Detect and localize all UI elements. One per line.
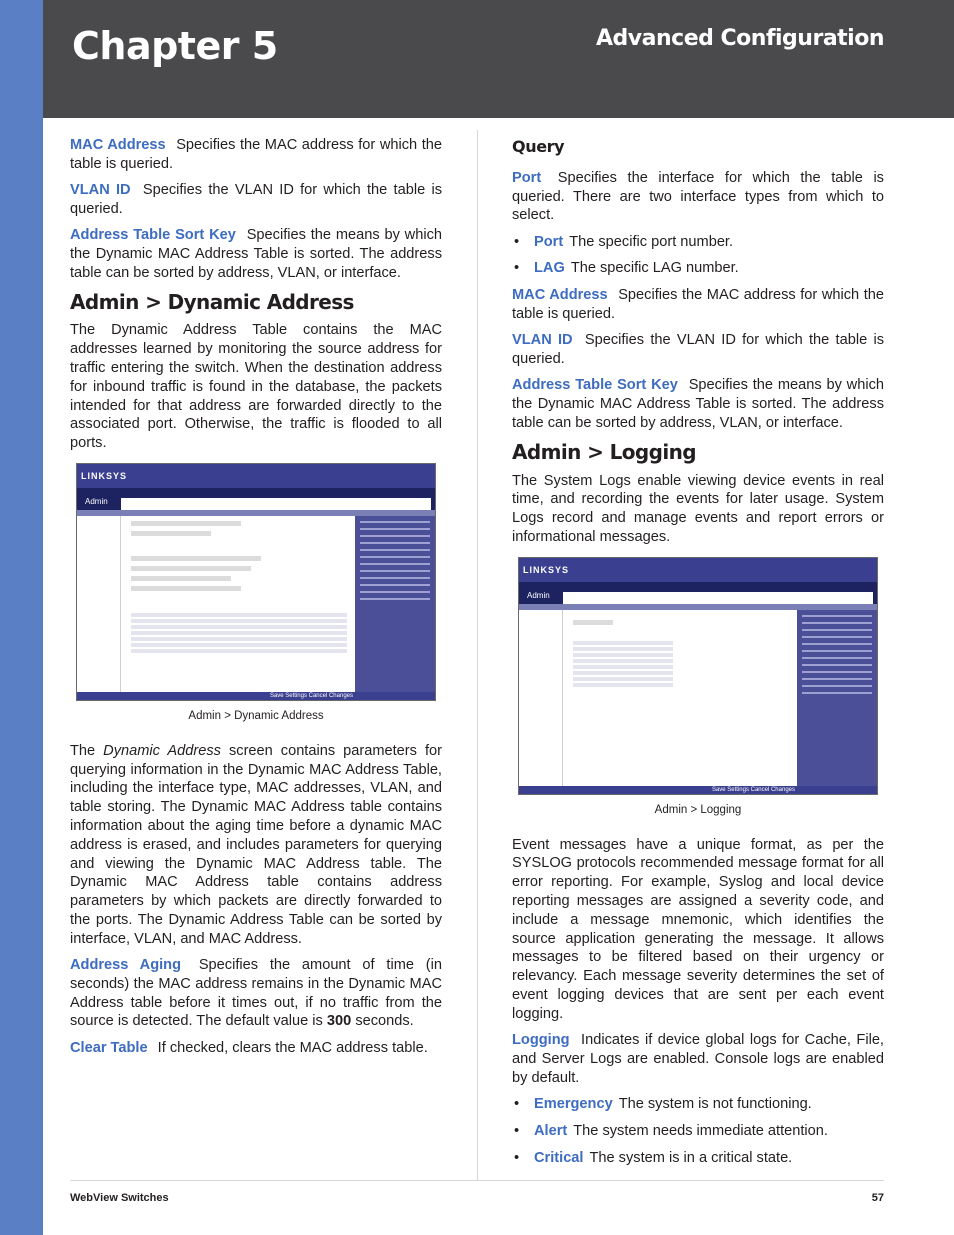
severity-list: [512, 1095, 884, 1167]
screenshot-nav-label: Admin: [85, 496, 108, 506]
dynamic-address-heading: Admin > Dynamic Address: [70, 289, 354, 314]
screenshot-help-pane: [797, 610, 877, 786]
screenshot-nav-label: Admin: [527, 590, 550, 600]
query-vlan-paragraph: VLAN ID Specifies the VLAN ID for which the table is queried.: [512, 332, 884, 368]
chapter-title: Chapter 5: [72, 24, 278, 68]
dynamic-address-body: The Dynamic Address screen contains parameters for querying information in the Dynamic MAC Address Table, including the interface type, MAC addresses, VLAN, and table storing. The Dynamic MAC Address table contains information about the aging time before a dynamic MAC address is erased, and includes parameters for querying and viewing the Dynamic MAC Address table. The Dynamic MAC Address table contains address parameters by which packets are directly forwarded to the ports. The Dynamic Address Table can be sorted by interface, VLAN, and MAC Address.: [70, 742, 442, 947]
query-mac-paragraph: MAC Address Specifies the MAC address for which the table is queried.: [512, 287, 884, 323]
logging-caption: Admin > Logging: [654, 803, 742, 816]
aging-default-value: 300: [326, 1013, 352, 1030]
vlan-id-text: Specifies the VLAN ID for which the table is queried.: [70, 182, 442, 217]
logging-heading: Admin > Logging: [512, 439, 696, 464]
footer-product: WebView Switches: [70, 1192, 169, 1204]
list-item: • Alert The system needs immediate attention.: [512, 1122, 884, 1141]
list-item: • Emergency The system is not functioning.: [512, 1095, 884, 1114]
address-aging-paragraph: Address Aging Specifies the amount of time (in seconds) the MAC address remains in the Dynamic MAC Address table before it times out, if no traffic from the source is detected. The default value is 300 seconds.: [70, 957, 442, 1030]
clear-table-paragraph: Clear Table If checked, clears the MAC address table.: [70, 1039, 428, 1056]
logging-term: Logging: [512, 1032, 570, 1049]
logging-screenshot: [518, 557, 878, 795]
sort-key-term: Address Table Sort Key: [70, 227, 236, 244]
vlan-id-paragraph: [70, 181, 442, 219]
mac-address-term: MAC Address: [70, 137, 166, 153]
linksys-logo: LINKSYS: [81, 470, 128, 481]
logging-intro: The System Logs enable viewing device events in real time, and recording the events for later usage. System Logs record and manage events and report errors or informational messages.: [512, 472, 884, 546]
left-accent-bar: [0, 0, 43, 1235]
list-item: • Port The specific port number.: [512, 233, 884, 252]
mac-address-text: Specifies the MAC address for which the table is queried.: [70, 137, 442, 172]
port-paragraph: Port Specifies the interface for which the table is queried. There are two interface types from which to select.: [512, 169, 884, 224]
sort-key-paragraph: [70, 226, 442, 282]
logging-paragraph: Logging Indicates if device global logs for Cache, File, and Server Logs are enabled. Console logs are enabled by default.: [512, 1032, 884, 1086]
dynamic-address-emphasis: Dynamic Address: [103, 742, 221, 759]
screenshot-save-bar: Save Settings Cancel Changes: [269, 692, 353, 699]
left-column: [70, 136, 442, 1065]
mac-address-paragraph: [70, 136, 442, 174]
screenshot-help-pane: [355, 516, 435, 692]
linksys-logo: LINKSYS: [523, 564, 570, 575]
list-item: • Critical The system is in a critical state.: [512, 1149, 884, 1168]
query-mac-term: MAC Address: [512, 287, 608, 304]
dynamic-address-caption: Admin > Dynamic Address: [188, 709, 324, 722]
query-sort-term: Address Table Sort Key: [512, 377, 678, 394]
event-messages-paragraph: Event messages have a unique format, as per the SYSLOG protocols recommended message format for all error reporting. For example, Syslog and local device reporting messages are assigned a severity code, and include a message mnemonic, which identifies the source application generating the message. It allows messages to be filtered based on their urgency or relevancy. Each message severity determines the set of event logging devices that are sent per each event logging.: [512, 836, 884, 1022]
sort-key-text: Specifies the means by which the Dynamic MAC Address Table is sorted. The address table can be sorted by address, VLAN, or interface.: [70, 227, 442, 281]
port-term: Port: [512, 169, 542, 186]
footer-rule: [70, 1180, 884, 1181]
dynamic-address-screenshot: [76, 463, 436, 701]
screenshot-form: [565, 610, 797, 786]
dynamic-address-intro: The Dynamic Address Table contains the MAC addresses learned by monitoring the source address for traffic entering the switch. When the destination address for inbound traffic is found in the database, the packets intended for that address are forwarded directly to the associated port. Otherwise, the traffic is flooded to all ports.: [70, 322, 442, 452]
query-vlan-term: VLAN ID: [512, 332, 573, 349]
vlan-id-term: VLAN ID: [70, 182, 131, 199]
address-aging-term: Address Aging: [70, 957, 181, 974]
column-divider: [477, 130, 478, 1180]
right-column: [512, 136, 884, 1175]
query-sort-paragraph: Address Table Sort Key Specifies the means by which the Dynamic MAC Address Table is sorted. The address table can be sorted by address, VLAN, or interface.: [512, 377, 884, 432]
clear-table-term: Clear Table: [70, 1039, 148, 1056]
query-heading: Query: [512, 137, 565, 156]
list-item: • LAG The specific LAG number.: [512, 259, 884, 278]
interface-type-list: [512, 233, 884, 279]
page-number: 57: [871, 1192, 884, 1204]
screenshot-save-bar: Save Settings Cancel Changes: [711, 786, 795, 793]
section-title: Advanced Configuration: [596, 26, 884, 51]
screenshot-form: [123, 516, 355, 692]
